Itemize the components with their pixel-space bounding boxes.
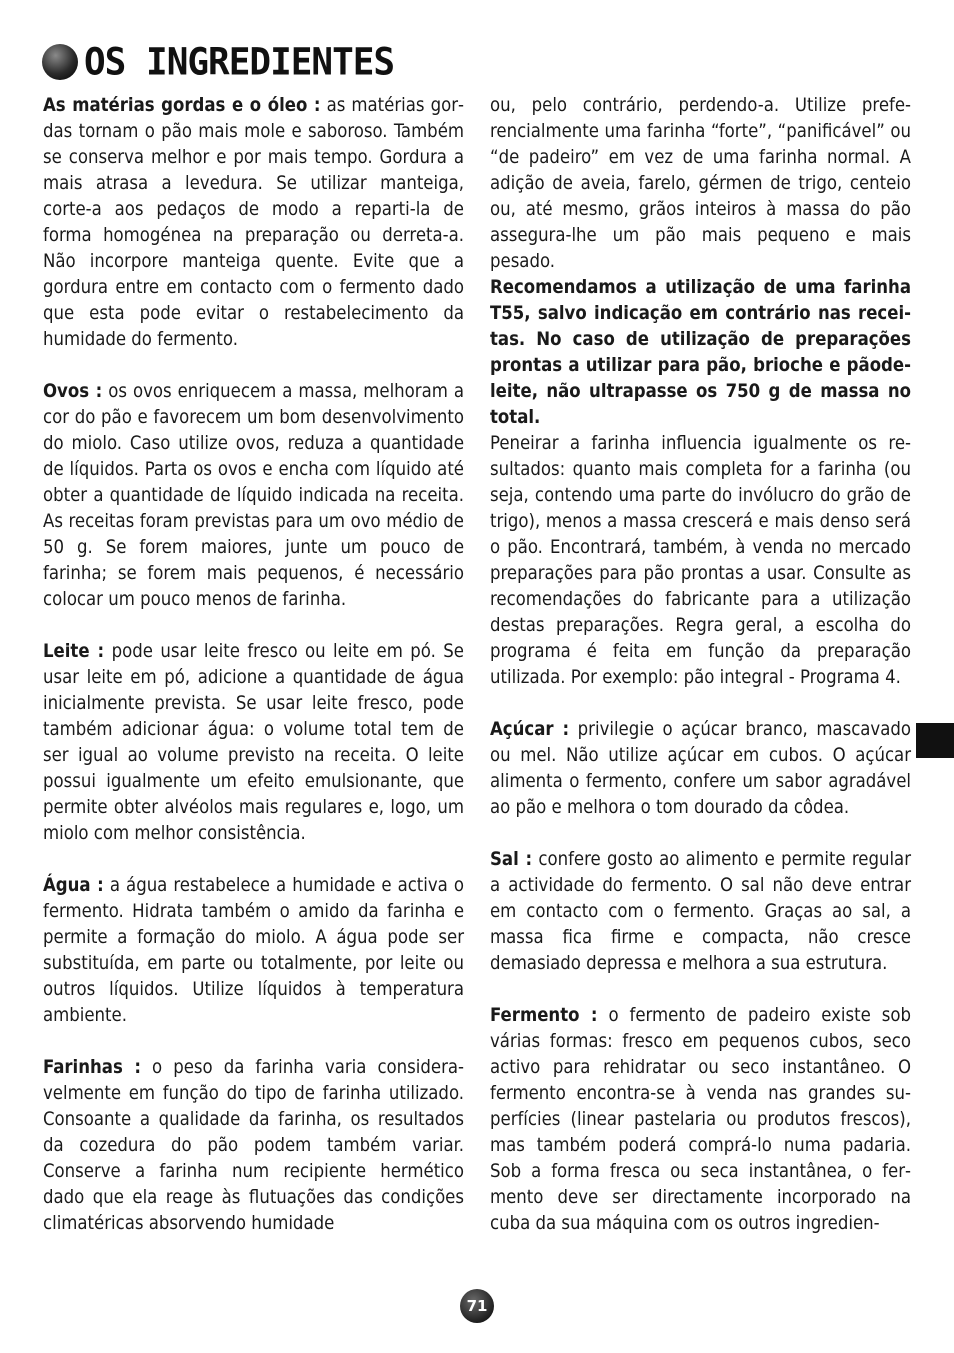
left-column <box>43 93 464 1237</box>
label-fermento: Fermento : <box>490 1005 598 1026</box>
language-side-tab <box>916 723 954 758</box>
text-agua: a água restabelece a humidade e activa o fermento. Hidrata também o amido da farinha e permite a formação do miolo. A água pode ser substituída, em parte ou totalmente, por leite ou outros líquidos. Utilize líquidos à temperatura ambiente. <box>43 875 464 1026</box>
page-number: 71 <box>466 1297 488 1315</box>
label-agua: Água : <box>43 875 104 896</box>
page-title: OS INGREDIENTES <box>84 40 395 84</box>
label-acucar: Açúcar : <box>490 719 570 740</box>
paragraph-recommendation: Recomendamos a utilização de uma farinha T55, salvo indicação em contrário nas receitas. No caso de utilização de preparações prontas a utilizar para pão, brioche e pãode-leite, não ultrapasse os 750 g de massa no total. <box>490 277 911 428</box>
text-materias-gordas: as matérias gordas tornam o pão mais mole e saboroso. Também se conserva melhor e por mais tempo. Gordura a mais atrasa a levedura. Se utilizar manteiga, corte-a aos pedaços de modo a reparti-la de forma homogénea na preparação ou derreta-a. Não incorpore manteiga quente. Evite que a gordura entre em contacto com o fermento dado que esta pode evitar o restabelecimento da humidade do fermento. <box>43 95 464 350</box>
paragraph-farinhas-continued: ou, pelo contrário, perdendo-a. Utilize preferencialmente uma farinha “forte”, “panificável” ou “de padeiro” em vez de uma farinha normal. A adição de aveia, farelo, gérmen de trigo, centeio ou, até mesmo, grãos inteiros à massa do pão assegura-lhe um pão mais pequeno e mais pesado. <box>490 95 911 272</box>
paragraph-sal <box>490 847 911 977</box>
page-number-badge <box>460 1289 494 1323</box>
right-column <box>490 93 911 1237</box>
paragraph-materias-gordas <box>43 93 464 353</box>
label-ovos: Ovos : <box>43 381 103 402</box>
title-row <box>42 40 394 84</box>
label-materias-gordas: As matérias gordas e o óleo : <box>43 95 321 116</box>
paragraph-peneirar: Peneirar a farinha influencia igualmente os resultados: quanto mais completa for a farinha (ou seja, contendo uma parte do invólucro do grão de trigo), menos a massa crescerá e mais denso será o pão. Encontrará, também, à venda no mercado preparações para pão prontas a usar. Consulte as recomendações do fabricante para a utilização destas preparações. Regra geral, a escolha do programa é feita em função da preparação utilizada. Por exemplo: pão integral - Programa 4. <box>490 433 911 688</box>
paragraph-farinhas <box>43 1055 464 1237</box>
paragraph-acucar <box>490 717 911 821</box>
text-leite: pode usar leite fresco ou leite em pó. Se usar leite em pó, adicione a quantidade de água inicialmente prevista. Se usar leite fresco, pode também adicionar água: o volume total tem de ser igual ao volume previsto na receita. O leite possui igualmente um efeito emulsionante, que permite obter alvéolos mais regulares e, logo, um miolo com melhor consistência. <box>43 641 464 844</box>
text-fermento: o fermento de padeiro existe sob várias formas: fresco em pequenos cubos, seco activo para rehidratar ou seco instantâneo. O fermento encontra-se à venda nas grandes superfícies (linear pastelaria ou produtos frescos), mas também poderá comprá-lo numa padaria. Sob a forma fresca ou seca instantânea, o fermento deve ser directamente incorporado na cuba da sua máquina com os outros ingredien- <box>490 1005 911 1234</box>
paragraph-ovos <box>43 379 464 613</box>
paragraph-leite <box>43 639 464 847</box>
paragraph-agua <box>43 873 464 1029</box>
label-leite: Leite : <box>43 641 105 662</box>
label-sal: Sal : <box>490 849 533 870</box>
text-farinhas: o peso da farinha varia consideravelmente em função do tipo de farinha utilizado. Consoante a qualidade da farinha, os resultados da cozedura do pão podem também variar. Conserve a farinha num recipiente hermético dado que ela reage às flutuações das condições climatéricas absorvendo humidade <box>43 1057 464 1234</box>
title-bullet-icon <box>42 44 78 80</box>
text-acucar: privilegie o açúcar branco, mascavado ou mel. Não utilize açúcar em cubos. O açúcar alimenta o fermento, confere um sabor agradável ao pão e melhora o tom dourado da côdea. <box>490 719 911 818</box>
text-ovos: os ovos enriquecem a massa, melhoram a cor do pão e favorecem um bom desenvolvimento do miolo. Caso utilize ovos, reduza a quantidade de líquidos. Parta os ovos e encha com líquido até obter a quantidade de líquido indicada na receita. As receitas foram previstas para um ovo médio de 50 g. Se forem maiores, junte um pouco de farinha; se forem mais pequenos, é necessário colocar um pouco menos de farinha. <box>43 381 464 610</box>
paragraph-fermento <box>490 1003 911 1237</box>
label-farinhas: Farinhas : <box>43 1057 141 1078</box>
text-sal: confere gosto ao alimento e permite regular a actividade do fermento. O sal não deve entrar em contacto com o fermento. Graças ao sal, a massa fica firme e compacta, não cresce demasiado depressa e melhora a sua estrutura. <box>490 849 911 974</box>
